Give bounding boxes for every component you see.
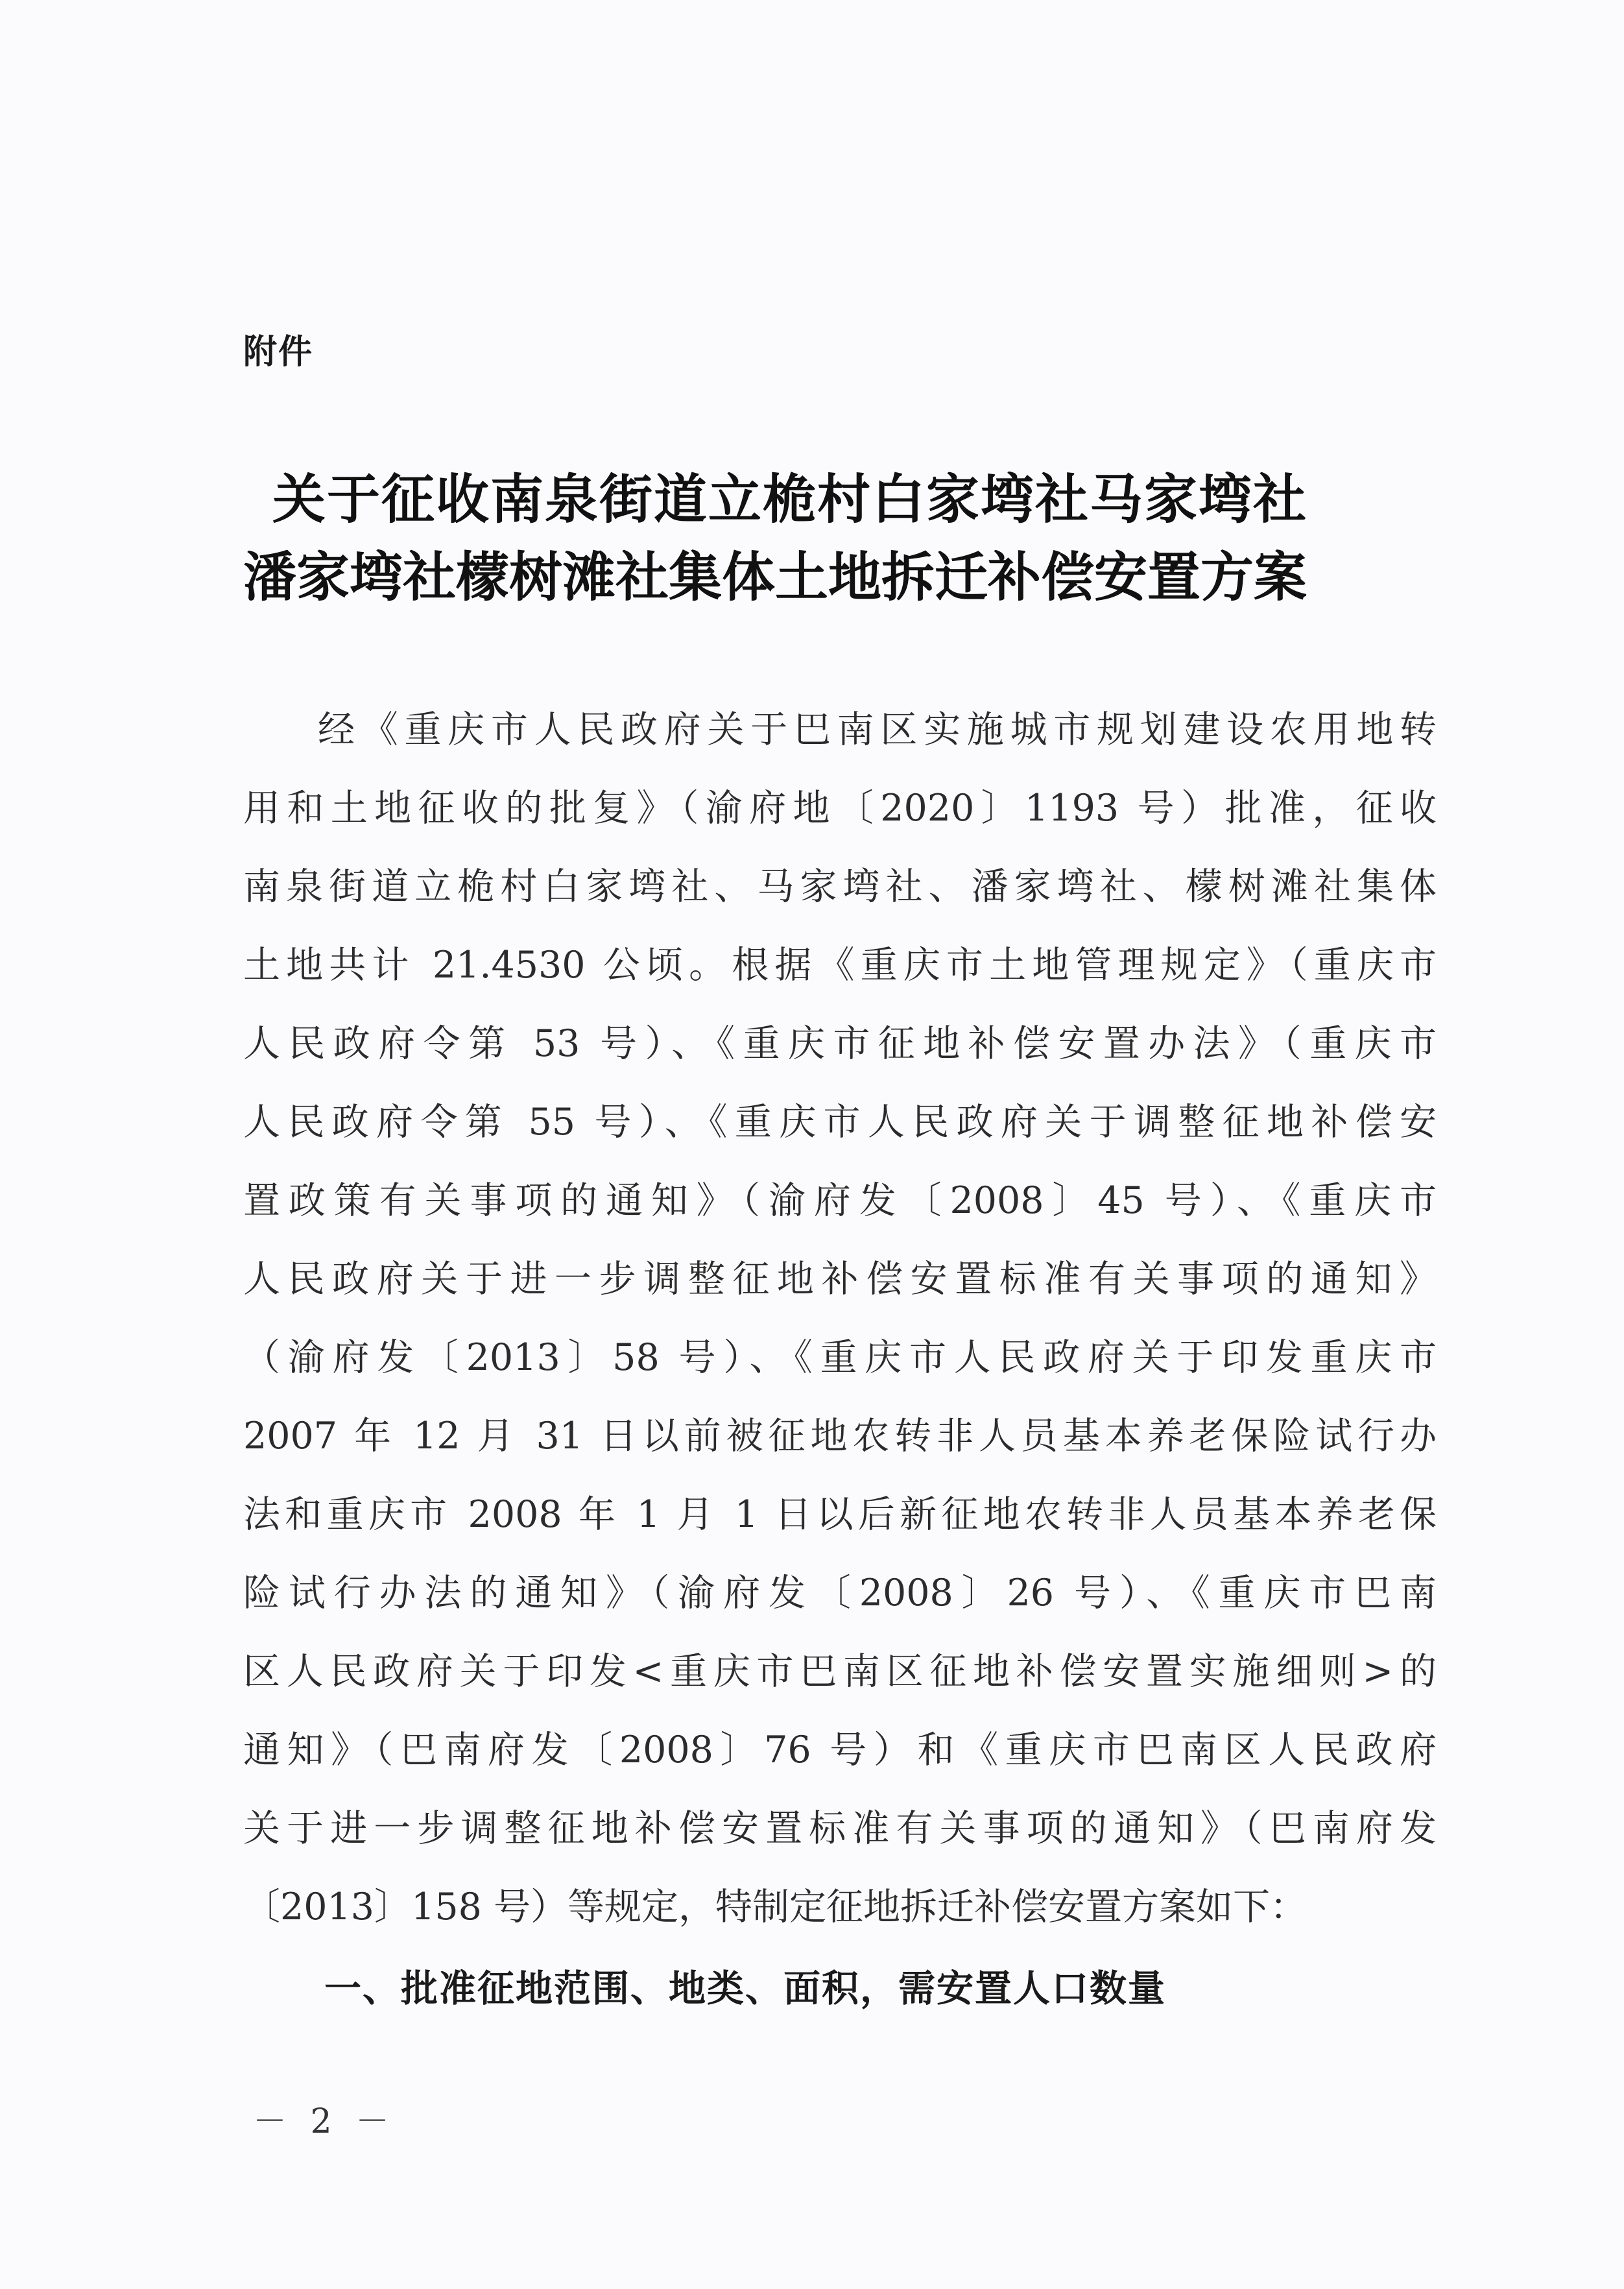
body-paragraph	[243, 691, 1437, 1947]
section-heading: 一、批准征地范围、地类、面积，需安置人口数量	[324, 1967, 1166, 2010]
page-number: － 2 －	[253, 2102, 396, 2141]
title-line-1: 关于征收南泉街道立桅村白家塆社马家塆社	[272, 468, 1308, 531]
body-line: 土地共计 21.4530 公顷。根据《重庆市土地管理规定》（重庆市	[243, 944, 1437, 987]
body-line: 人民政府令第 53 号）、《重庆市征地补偿安置办法》（重庆市	[243, 1022, 1437, 1065]
body-line: 2007 年 12 月 31 日以前被征地农转非人员基本养老保险试行办	[243, 1415, 1437, 1457]
document-title	[243, 461, 1430, 616]
body-line: 人民政府关于进一步调整征地补偿安置标准有关事项的通知》	[243, 1258, 1437, 1300]
body-line: 险试行办法的通知》（渝府发〔2008〕26 号）、《重庆市巴南	[243, 1572, 1437, 1614]
body-line: 经《重庆市人民政府关于巴南区实施城市规划建设农用地转	[318, 708, 1437, 751]
title-line-2: 潘家塆社檬树滩社集体土地拆迁补偿安置方案	[243, 546, 1308, 608]
body-line: 区人民政府关于印发<重庆市巴南区征地补偿安置实施细则>的	[243, 1650, 1437, 1693]
body-line: 南泉街道立桅村白家塆社、马家塆社、潘家塆社、檬树滩社集体	[243, 865, 1437, 908]
body-line: 通知》（巴南府发〔2008〕76 号）和《重庆市巴南区人民政府	[243, 1729, 1437, 1771]
body-line: 用和土地征收的批复》（渝府地〔2020〕1193 号）批准，征收	[243, 787, 1437, 830]
body-line: （渝府发〔2013〕58 号）、《重庆市人民政府关于印发重庆市	[243, 1336, 1437, 1379]
body-line: 〔2013〕158 号）等规定，特制定征地拆迁补偿安置方案如下：	[243, 1886, 1307, 1928]
body-line: 关于进一步调整征地补偿安置标准有关事项的通知》（巴南府发	[243, 1807, 1437, 1850]
body-line: 法和重庆市 2008 年 1 月 1 日以后新征地农转非人员基本养老保	[243, 1493, 1437, 1536]
attachment-label: 附件	[243, 333, 314, 372]
body-line: 置政策有关事项的通知》（渝府发〔2008〕45 号）、《重庆市	[243, 1179, 1437, 1222]
body-line: 人民政府令第 55 号）、《重庆市人民政府关于调整征地补偿安	[243, 1101, 1437, 1144]
